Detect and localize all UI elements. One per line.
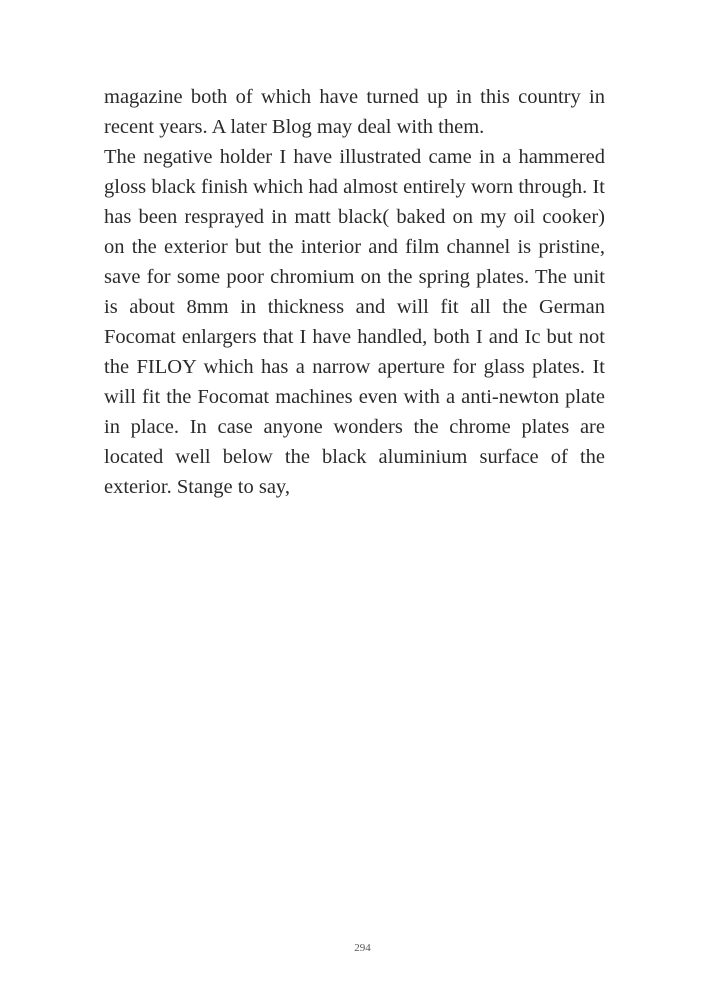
body-text: [104, 82, 605, 502]
paragraph-1: magazine both of which have turned up in this country in recent years. A later Blog may deal with them.: [104, 86, 605, 138]
paragraph-2: The negative holder I have illustrated came in a hammered gloss black finish which had almost entirely worn through. It has been resprayed in matt black( baked on my oil cooker) on the exterior but the interior and film channel is pristine, save for some poor chromium on the spring plates. The unit is about 8mm in thickness and will fit all the German Focomat enlargers that I have handled, both I and Ic but not the FILOY which has a narrow aperture for glass plates. It will fit the Focomat machines even with a anti-newton plate in place. In case anyone wonders the chrome plates are located well below the black aluminium surface of the exterior. Stange to say,: [104, 146, 605, 498]
page-number: 294: [354, 942, 371, 954]
